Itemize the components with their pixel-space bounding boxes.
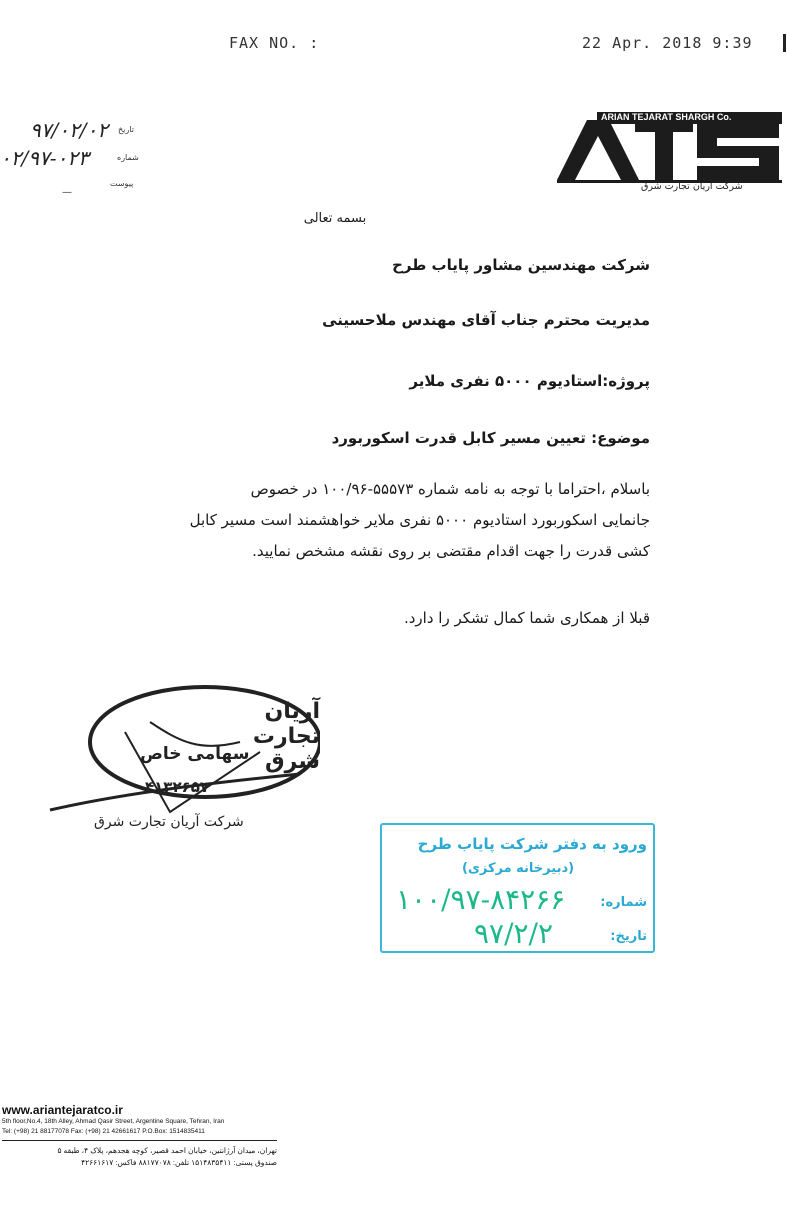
seal-line1: آریان تجارت شرق	[252, 699, 320, 774]
invocation: بسمه تعالی	[303, 211, 367, 226]
company-logo	[557, 112, 782, 190]
company-seal	[30, 682, 320, 832]
fax-edge-mark	[783, 34, 786, 52]
seal-line2: سهامی خاص	[140, 744, 250, 764]
fax-datetime: 22 Apr. 2018 9:39	[582, 34, 753, 52]
footer-divider	[2, 1140, 277, 1141]
footer-address-fa: تهران، میدان آرژانتین، خیابان احمد قصیر، کوچه هجدهم، پلاک ۴، طبقه ۵	[57, 1146, 277, 1155]
seal-number: ۴۱۳۲۶۵۷	[145, 778, 210, 796]
meta-attachment-value: —	[62, 187, 72, 198]
stamp-date-label: تاریخ:	[610, 929, 647, 944]
body-line: باسلام ،احتراما با توجه به نامه شماره ۵۵۵۷۳-۱۰۰/۹۶ در خصوص	[250, 480, 650, 498]
signature: شرکت آریان تجارت شرق	[94, 814, 244, 830]
body-line: جانمایی اسکوربورد استادیوم ۵۰۰۰ نفری ملایر خواهشمند است مسیر کابل	[189, 511, 650, 529]
letter-meta	[0, 115, 150, 200]
meta-number-label: شماره	[117, 153, 139, 162]
stamp-number-value: ۱۰۰/۹۷-۸۴۲۶۶	[396, 883, 566, 916]
meta-number-value: ۰۲/۹۷-۰۲۳	[0, 146, 89, 170]
closing-line: قبلا از همکاری شما کمال تشکر را دارد.	[403, 609, 650, 627]
meta-attachment-label: پیوست	[110, 179, 134, 188]
footer-contact-fa: صندوق پستی: ۱۵۱۴۸۳۵۴۱۱ تلفن: ۸۸۱۷۷۰۷۸ فاکس: ۴۲۶۶۱۶۱۷	[81, 1158, 277, 1167]
footer-contact-en: Tel: (+98) 21 88177078 Fax: (+98) 21 42661617 P.O.Box: 1514835411	[2, 1128, 205, 1135]
subject-line: موضوع: تعیین مسیر کابل قدرت اسکوربورد	[331, 429, 650, 447]
logo-company-fa: شرکت آریان تجارت شرق	[641, 181, 743, 192]
stamp-date-value: ۹۷/۲/۲	[474, 917, 554, 950]
letter-footer	[2, 1103, 277, 1169]
fax-number-label: FAX NO. :	[229, 34, 320, 52]
project-line: پروژه:استادیوم ۵۰۰۰ نفری ملایر	[409, 372, 650, 390]
logo-company-en: ARIAN TEJARAT SHARGH Co.	[601, 112, 732, 122]
stamp-subtitle: (دبیرخانه مرکزی)	[462, 861, 575, 876]
body-line: کشی قدرت را جهت اقدام مقتضی بر روی نقشه مشخص نمایید.	[252, 542, 650, 560]
attention-line: مدیریت محترم جناب آقای مهندس ملاحسینی	[322, 311, 650, 329]
footer-website: www.ariantejaratco.ir	[2, 1103, 123, 1117]
footer-address-en: 5th floor,No.4, 18th Alley, Ahmad Qasir Street, Argentine Square, Tehran, Iran	[2, 1118, 225, 1125]
receipt-stamp	[380, 823, 655, 953]
meta-date-label: تاریخ	[118, 125, 134, 134]
stamp-title: ورود به دفتر شرکت پایاب طرح	[417, 835, 647, 853]
recipient: شرکت مهندسین مشاور پایاب طرح	[392, 256, 650, 274]
stamp-number-label: شماره:	[600, 895, 647, 910]
meta-date-value: ۹۷/۰۲/۰۲	[30, 118, 108, 142]
letter-body	[90, 474, 650, 567]
ats-logo-mark	[557, 112, 782, 190]
